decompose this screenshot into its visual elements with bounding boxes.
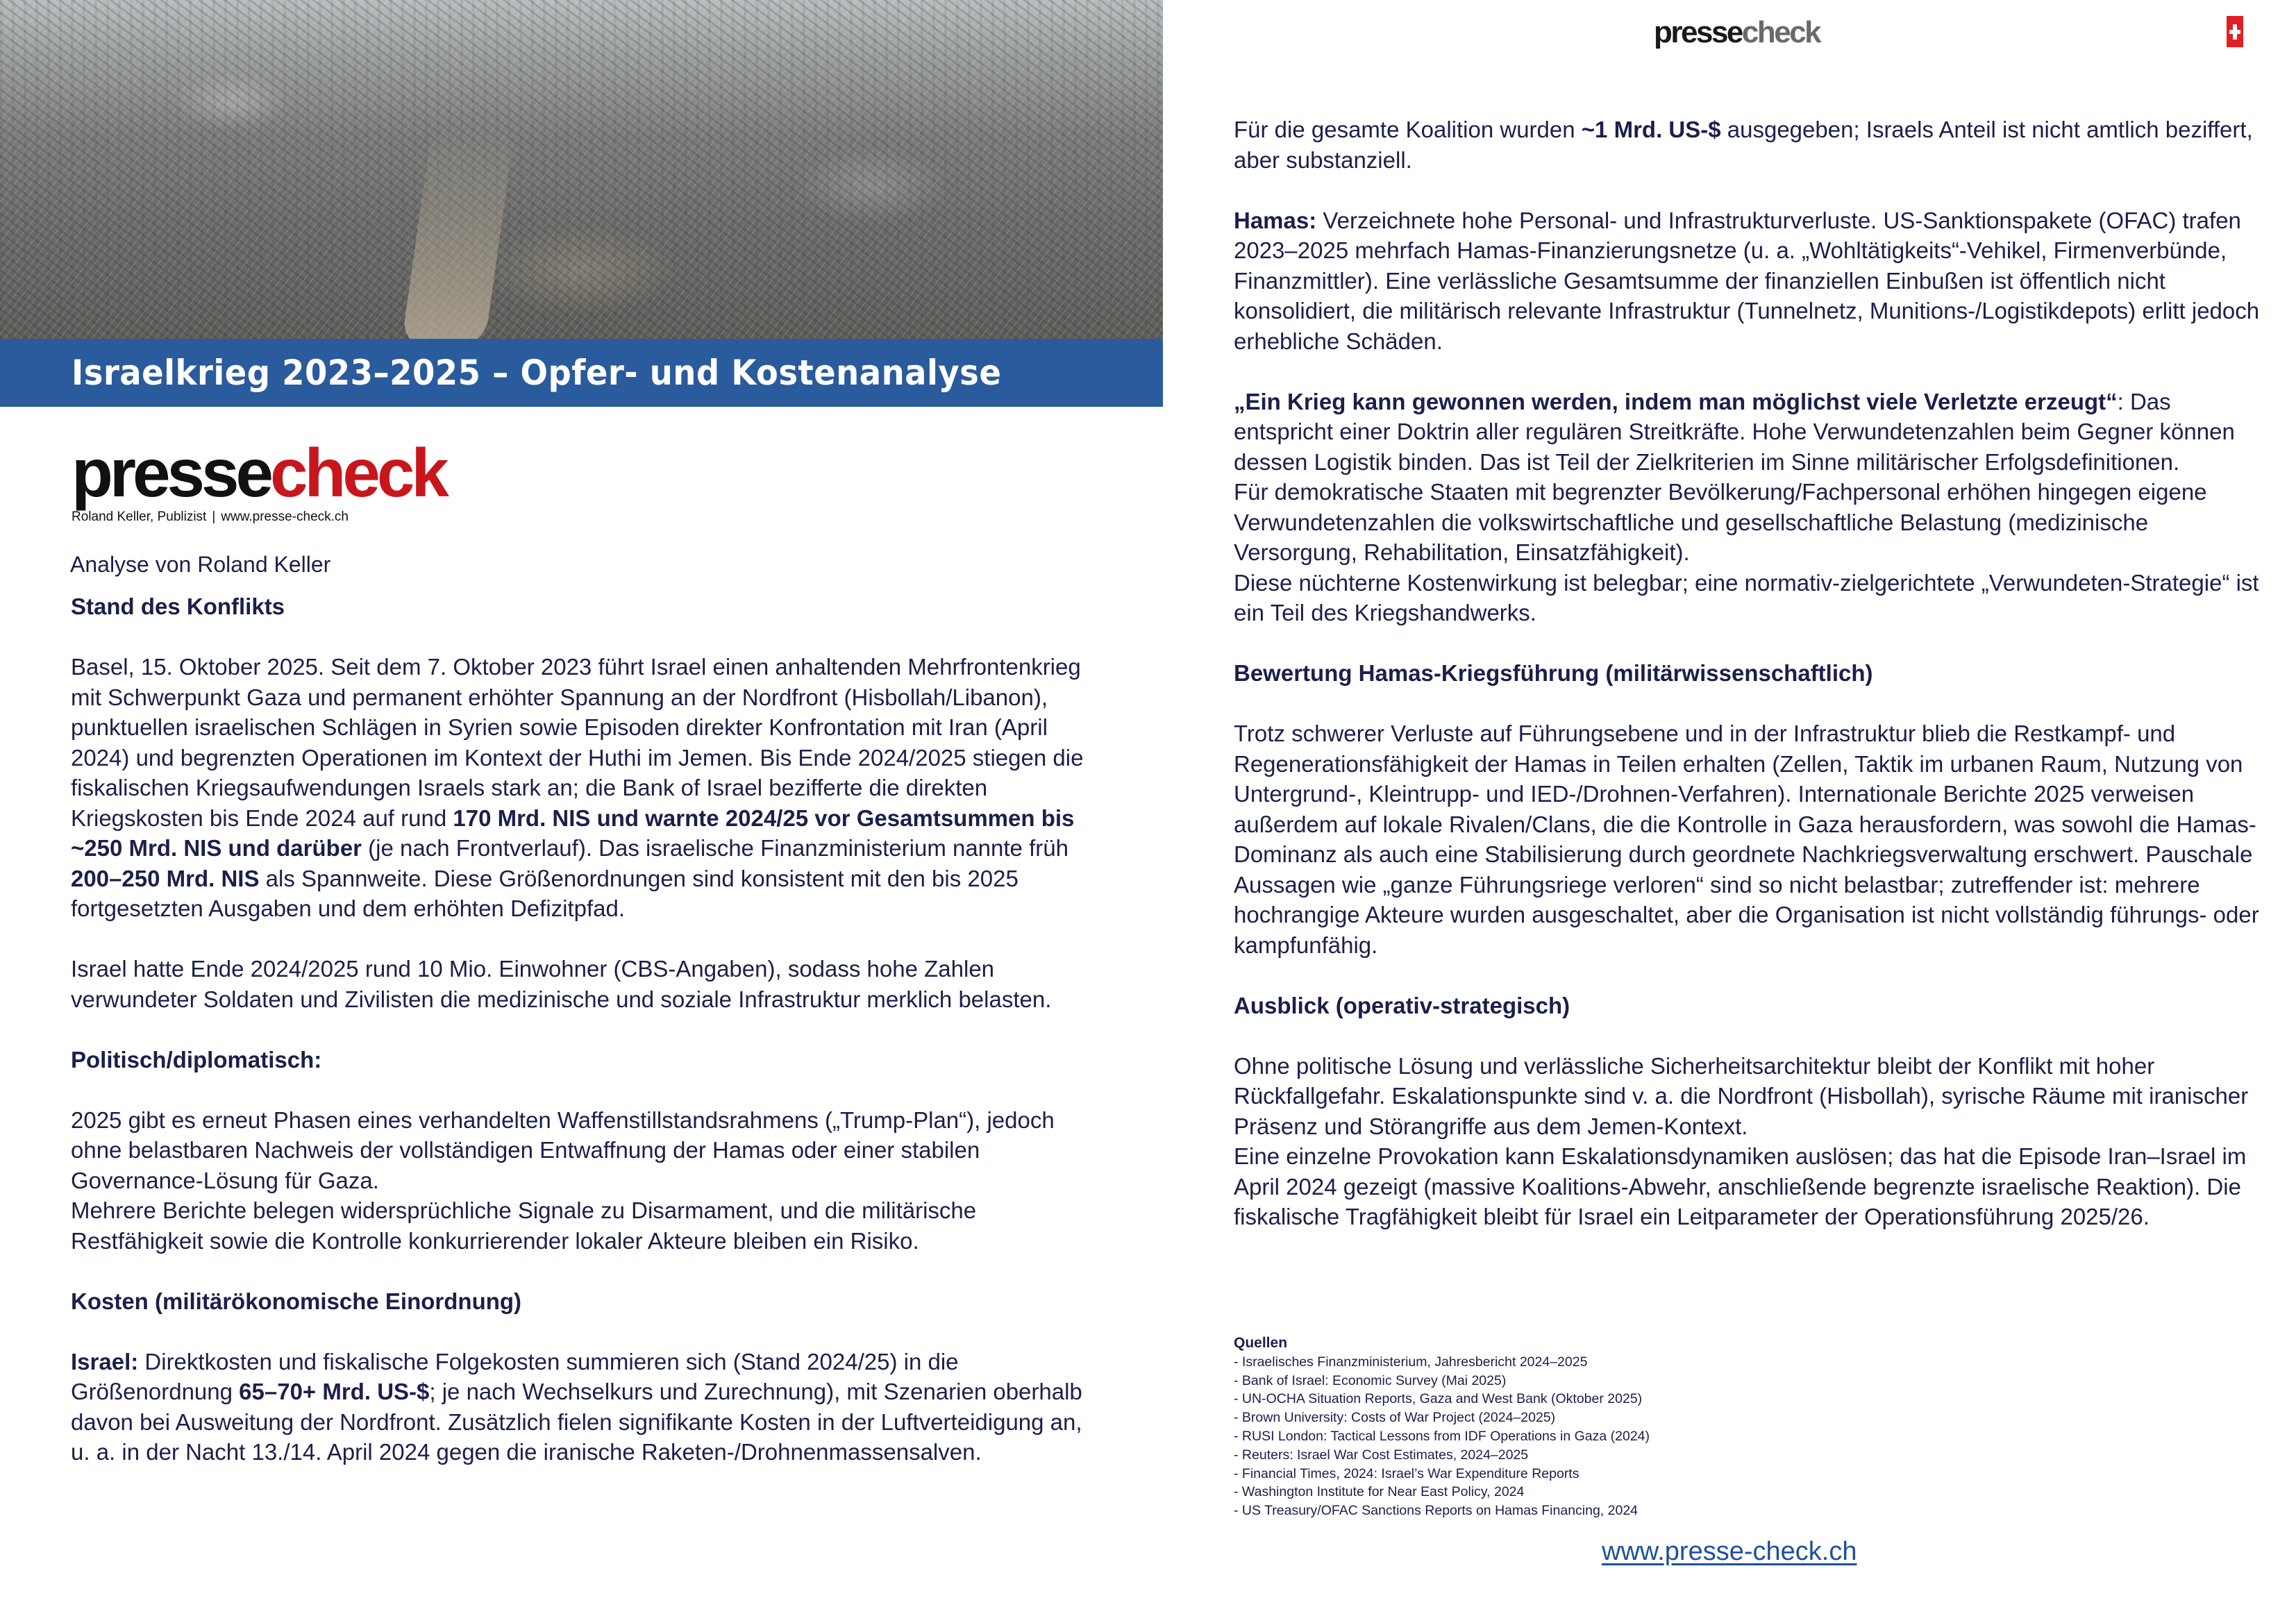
section-heading-politisch: Politisch/diplomatisch:	[71, 1046, 322, 1073]
logo-part-presse: presse	[1654, 15, 1742, 49]
paragraph-hamas	[1234, 205, 2268, 357]
paragraph-israel-costs	[71, 1347, 1091, 1468]
text-run: als Spannweite. Diese Größenordnungen sind konsistent mit den bis 2025 fortgesetzten Ausgaben und dem erhöhten Defizitpfad.	[71, 865, 1019, 921]
paragraph-coalition	[1234, 115, 2268, 175]
source-item: - UN-OCHA Situation Reports, Gaza and West Bank (Oktober 2025)	[1234, 1390, 1928, 1408]
header-logo	[1654, 15, 1820, 50]
source-item: - Israelisches Finanzministerium, Jahresbericht 2024–2025	[1234, 1353, 1928, 1372]
text-run: Direktkosten und fiskalische Folgekosten summieren sich (Stand 2024/25) in die Größenordnung	[71, 1348, 959, 1404]
source-item: - Reuters: Israel War Cost Estimates, 2024–2025	[1234, 1446, 1928, 1465]
text-run: : Das entspricht einer Doktrin aller regulären Streitkräfte. Hohe Verwundetenzahlen beim Gegner können dessen Logistik binden. Das ist Teil der Zielkriterien im Sinne militärischer Erfolgsdefinitionen.	[1234, 388, 2235, 475]
text-run: (je nach Frontverlauf). Das israelische Finanzministerium nannte früh	[362, 835, 1069, 861]
logo-url: www.presse-check.ch	[221, 510, 349, 524]
paragraph-population: Israel hatte Ende 2024/2025 rund 10 Mio. Einwohner (CBS-Angaben), sodass hohe Zahlen verwundeter Soldaten und Zivilisten die medizinische und soziale Infrastruktur merklich belasten.	[71, 956, 1052, 1012]
paragraph-escalation: Eine einzelne Provokation kann Eskalationsdynamiken auslösen; das hat die Episode Iran–Israel im April 2024 gezeigt (massive Koalitions-Abwehr, anschließende begrenzte israelische Reaktion). Die fiskalische Tragfähigkeit bleibt für Israel ein Leitparameter der Operationsführung 2025/26.	[1234, 1143, 2247, 1229]
text-run: Für die gesamte Koalition wurden	[1234, 117, 1582, 142]
byline: Analyse von Roland Keller	[70, 552, 331, 577]
paragraph-stand	[71, 652, 1091, 924]
website-link[interactable]: www.presse-check.ch	[1602, 1537, 1857, 1566]
paragraph-democratic-states: Für demokratische Staaten mit begrenzter Bevölkerung/Fachpersonal erhöhen hingegen eigene Verwundetenzahlen die volkswirtschaftliche und gesellschaftliche Belastung (medizinische Versorgung, Rehabilitation, Einsatzfähigkeit).	[1234, 479, 2207, 565]
left-column-text	[71, 591, 1091, 1468]
title-banner	[0, 339, 1163, 407]
source-item: - RUSI London: Tactical Lessons from IDF Operations in Gaza (2024)	[1234, 1427, 1928, 1446]
sources-heading: Quellen	[1234, 1335, 1288, 1351]
section-heading-kosten: Kosten (militärökonomische Einordnung)	[71, 1288, 522, 1314]
logo-part-check: check	[270, 435, 446, 511]
bold-figure: 170 Mrd. NIS und warnte 2024/25 vor Gesamtsummen bis ~250 Mrd. NIS und darüber	[71, 805, 1075, 861]
logo-author: Roland Keller, Publizist	[72, 510, 207, 524]
swiss-flag-icon	[2227, 16, 2243, 47]
text-run: ausgegeben; Israels Anteil ist nicht amtlich beziffert, aber substanziell.	[1234, 117, 2253, 173]
logo-tagline	[72, 510, 446, 525]
source-item: - Bank of Israel: Economic Survey (Mai 2025)	[1234, 1372, 1928, 1390]
paragraph-doctrine	[1234, 387, 2268, 478]
text-run: Verzeichnete hohe Personal- und Infrastrukturverluste. US-Sanktionspakete (OFAC) trafen 2023–2025 mehrfach Hamas-Finanzierungsnetze (u. a. „Wohltätigkeits“-Vehikel, Firmenverbünde, Finanzmittler). Eine verlässliche Gesamtsumme der finanziellen Einbußen ist öffentlich nicht konsolidiert, die militärisch relevante Infrastruktur (Tunnelnetz, Munitions-/Logistikdepots) erlitt jedoch erhebliche Schäden.	[1234, 207, 2260, 354]
right-column-text	[1234, 115, 2268, 1232]
page-title: Israelkrieg 2023–2025 – Opfer- und Kostenanalyse	[72, 353, 1002, 393]
logo-separator: |	[212, 510, 216, 524]
paragraph-outlook: Ohne politische Lösung und verlässliche Sicherheitsarchitektur bleibt der Konflikt mit hoher Rückfallgefahr. Eskalationspunkte sind v. a. die Nordfront (Hisbollah), syrische Räume mit iranischer Präsenz und Störangriffe aus dem Jemen-Kontext.	[1234, 1052, 2249, 1139]
source-item: - US Treasury/OFAC Sanctions Reports on Hamas Financing, 2024	[1234, 1502, 1928, 1520]
paragraph-hamas-assessment: Trotz schwerer Verluste auf Führungsebene und in der Infrastruktur blieb die Restkampf- und Regenerationsfähigkeit der Hamas in Teilen erhalten (Zellen, Taktik im urbanen Raum, Nutzung von Untergrund-, Kleintrupp- und IED-/Drohnen-Verfahren). Internationale Berichte 2025 verweisen außerdem auf lokale Rivalen/Clans, die die Kontrolle in Gaza herausfordern, was sowohl die Hamas-Dominanz als auch eine Stabilisierung durch geordnete Nachkriegsverwaltung erschwert. Pauschale Aussagen wie „ganze Führungsriege verloren“ sind so nicht belastbar; zutreffender ist: mehrere hochrangige Akteure wurden ausgeschaltet, aber die Organisation ist nicht vollständig führungs- oder kampfunfähig.	[1234, 721, 2259, 958]
paragraph-cost-effect: Diese nüchterne Kostenwirkung ist belegbar; eine normativ-zielgerichtete „Verwundeten-Strategie“ ist ein Teil des Kriegshandwerks.	[1234, 569, 2259, 625]
section-heading-ausblick: Ausblick (operativ-strategisch)	[1234, 992, 1570, 1018]
label-hamas: Hamas:	[1234, 207, 1317, 233]
paragraph-disarmament: Mehrere Berichte belegen widersprüchliche Signale zu Disarmament, und die militärische Restfähigkeit sowie die Kontrolle konkurrierender lokaler Akteure bleiben ein Risiko.	[71, 1197, 977, 1254]
text-run: Basel, 15. Oktober 2025. Seit dem 7. Oktober 2023 führt Israel einen anhaltenden Mehrfrontenkrieg mit Schwerpunkt Gaza und permanent erhöhter Spannung an der Nordfront (Hisbollah/Libanon), punktuellen israelischen Schlägen in Syrien sowie Episoden direkter Konfrontation mit Iran (April 2024) und begrenzten Operationen im Kontext der Huthi im Jemen. Bis Ende 2024/2025 stiegen die fiskalischen Kriegsaufwendungen Israels stark an; die Bank of Israel bezifferte die direkten Kriegskosten bis Ende 2024 auf rund	[71, 654, 1084, 831]
section-heading-stand: Stand des Konflikts	[71, 594, 285, 619]
label-israel: Israel:	[71, 1348, 139, 1374]
section-heading-bewertung: Bewertung Hamas-Kriegsführung (militärwissenschaftlich)	[1234, 660, 1873, 686]
bold-figure: ~1 Mrd. US-$	[1581, 117, 1721, 142]
bold-figure: 65–70+ Mrd. US-$	[239, 1379, 430, 1404]
source-item: - Washington Institute for Near East Policy, 2024	[1234, 1483, 1928, 1502]
source-item: - Financial Times, 2024: Israel’s War Expenditure Reports	[1234, 1465, 1928, 1483]
logo-part-presse: presse	[72, 435, 271, 511]
logo-wordmark	[72, 435, 446, 511]
logo-part-check: check	[1741, 15, 1820, 49]
source-item: - Brown University: Costs of War Project (2024–2025)	[1234, 1408, 1928, 1427]
text-run: ; je nach Wechselkurs und Zurechnung), mit Szenarien oberhalb davon bei Ausweitung der Nordfront. Zusätzlich fielen signifikante Kosten in der Luftverteidigung an, u. a. in der Nacht 13./14. April 2024 gegen die iranische Raketen-/Drohnenmassensalven.	[71, 1379, 1082, 1465]
bold-figure: 200–250 Mrd. NIS	[71, 865, 260, 891]
presse-check-logo	[72, 435, 446, 525]
sources-list	[1234, 1334, 1928, 1520]
quote-bold: „Ein Krieg kann gewonnen werden, indem man möglichst viele Verletzte erzeugt“	[1234, 388, 2118, 414]
hero-photo	[0, 0, 1163, 339]
paragraph-ceasefire: 2025 gibt es erneut Phasen eines verhandelten Waffenstillstandsrahmens („Trump-Plan“), jedoch ohne belastbaren Nachweis der vollständigen Entwaffnung der Hamas oder einer stabilen Governance-Lösung für Gaza.	[71, 1107, 1055, 1193]
